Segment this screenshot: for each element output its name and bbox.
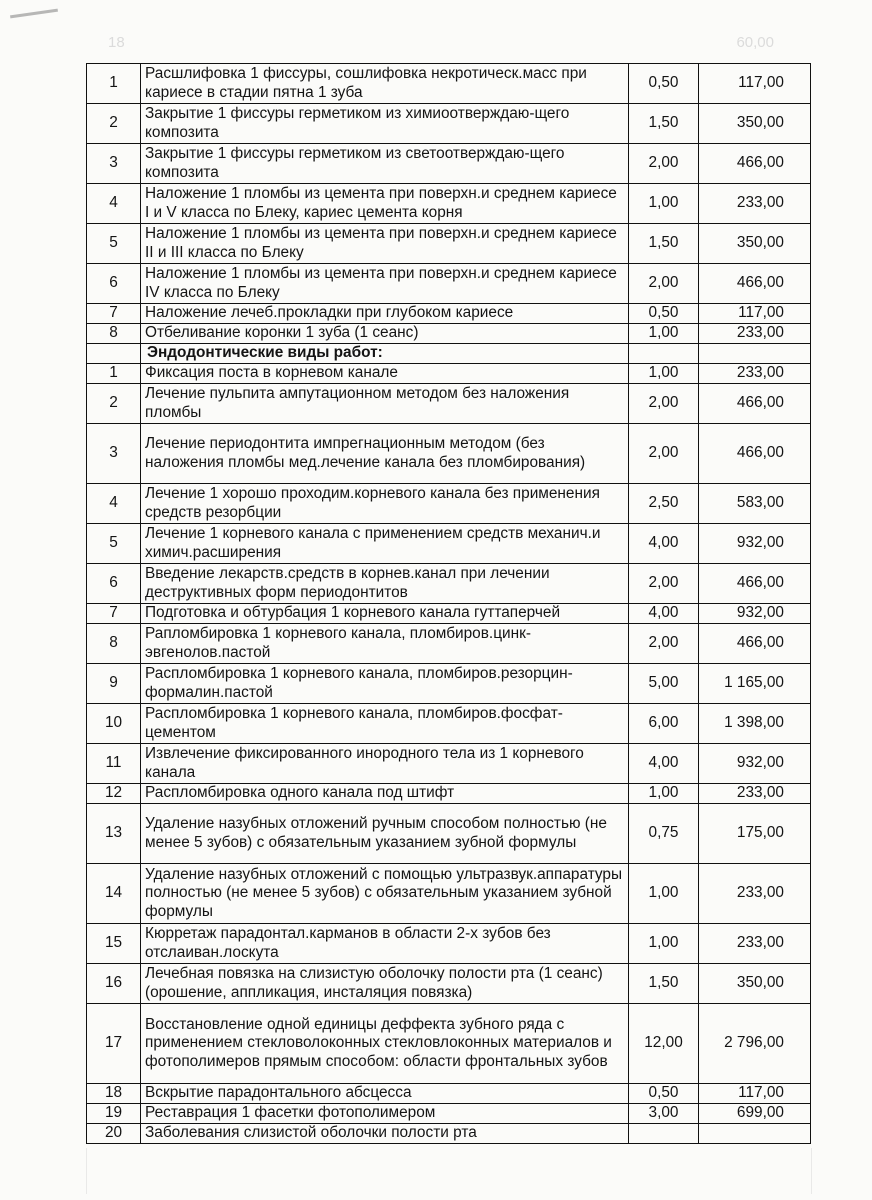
service-description-cell: Эндодонтические виды работ: <box>141 344 629 364</box>
table-row <box>87 784 811 804</box>
service-description-cell: Рапломбировка 1 корневого канала, пломбиров.цинк-эвгенолов.пастой <box>141 624 629 664</box>
service-description-cell: Лечение 1 хорошо проходим.корневого канала без применения средств резорбции <box>141 484 629 524</box>
price-cell: 466,00 <box>699 564 811 604</box>
table-row <box>87 144 811 184</box>
table-row <box>87 564 811 604</box>
row-number-cell: 6 <box>87 564 141 604</box>
price-cell: 350,00 <box>699 964 811 1004</box>
coefficient-cell: 0,50 <box>629 64 699 104</box>
row-number-cell: 18 <box>87 1084 141 1104</box>
row-number-cell: 9 <box>87 664 141 704</box>
coefficient-cell: 3,00 <box>629 1104 699 1124</box>
service-description-cell: Наложение лечеб.прокладки при глубоком кариесе <box>141 304 629 324</box>
row-number-cell: 19 <box>87 1104 141 1124</box>
table-row <box>87 224 811 264</box>
table-row <box>87 704 811 744</box>
coefficient-cell: 1,50 <box>629 104 699 144</box>
table-row <box>87 484 811 524</box>
coefficient-cell: 2,00 <box>629 144 699 184</box>
table-row <box>87 384 811 424</box>
row-number-cell: 4 <box>87 484 141 524</box>
price-cell: 699,00 <box>699 1104 811 1124</box>
service-description-cell: Удаление назубных отложений с помощью ультразвук.аппаратуры полностью (не менее 5 зубов) с обязательным указанием зубной формулы <box>141 864 629 924</box>
service-description-cell: Заболевания слизистой оболочки полости рта <box>141 1124 629 1144</box>
service-description-cell: Лечение периодонтита импрегнационным методом (без наложения пломбы мед.лечение канала без пломбирования) <box>141 424 629 484</box>
price-cell: 350,00 <box>699 104 811 144</box>
service-description-cell: Лечение пульпита ампутационном методом без наложения пломбы <box>141 384 629 424</box>
row-number-cell <box>87 344 141 364</box>
coefficient-cell: 1,00 <box>629 924 699 964</box>
row-number-cell: 11 <box>87 744 141 784</box>
price-cell: 175,00 <box>699 804 811 864</box>
table-row <box>87 304 811 324</box>
table-row <box>87 744 811 784</box>
price-cell: 932,00 <box>699 744 811 784</box>
row-number-cell: 2 <box>87 104 141 144</box>
table-row <box>87 924 811 964</box>
row-number-cell: 20 <box>87 1124 141 1144</box>
service-description-cell: Лечение 1 корневого канала с применением средств механич.и химич.расширения <box>141 524 629 564</box>
row-number-cell: 5 <box>87 524 141 564</box>
coefficient-cell: 1,50 <box>629 224 699 264</box>
service-description-cell: Расшлифовка 1 фиссуры, сошлифовка некротическ.масс при кариесе в стадии пятна 1 зуба <box>141 64 629 104</box>
table-row <box>87 1084 811 1104</box>
bleed-through-row <box>86 28 810 60</box>
row-number-cell: 14 <box>87 864 141 924</box>
service-description-cell: Реставрация 1 фасетки фотополимером <box>141 1104 629 1124</box>
bleed-through-price: 60,00 <box>736 34 774 51</box>
table-row <box>87 1124 811 1144</box>
table-row <box>87 624 811 664</box>
coefficient-cell: 1,00 <box>629 784 699 804</box>
table-row <box>87 324 811 344</box>
coefficient-cell: 0,75 <box>629 804 699 864</box>
bleed-through-num: 18 <box>108 34 125 51</box>
coefficient-cell: 1,00 <box>629 864 699 924</box>
table-row <box>87 964 811 1004</box>
price-cell: 1 165,00 <box>699 664 811 704</box>
coefficient-cell: 5,00 <box>629 664 699 704</box>
price-cell: 350,00 <box>699 224 811 264</box>
service-description-cell: Закрытие 1 фиссуры герметиком из химиоотверждаю-щего композита <box>141 104 629 144</box>
coefficient-cell <box>629 1124 699 1144</box>
row-number-cell: 4 <box>87 184 141 224</box>
service-description-cell: Наложение 1 пломбы из цемента при поверхн.и среднем кариесе IV класса по Блеку <box>141 264 629 304</box>
row-number-cell: 7 <box>87 304 141 324</box>
service-description-cell: Лечебная повязка на слизистую оболочку полости рта (1 сеанс) (орошение, аппликация, инсталяция повязка) <box>141 964 629 1004</box>
coefficient-cell: 1,50 <box>629 964 699 1004</box>
table-row <box>87 64 811 104</box>
service-description-cell: Удаление назубных отложений ручным способом полностью (не менее 5 зубов) с обязательным указанием зубной формулы <box>141 804 629 864</box>
service-description-cell: Наложение 1 пломбы из цемента при поверхн.и среднем кариесе I и V класса по Блеку, кариес цемента корня <box>141 184 629 224</box>
coefficient-cell: 6,00 <box>629 704 699 744</box>
table-row <box>87 524 811 564</box>
scan-mark <box>10 9 58 19</box>
price-cell: 233,00 <box>699 864 811 924</box>
coefficient-cell: 2,00 <box>629 384 699 424</box>
price-cell: 466,00 <box>699 424 811 484</box>
price-cell: 233,00 <box>699 784 811 804</box>
price-cell: 117,00 <box>699 1084 811 1104</box>
service-description-cell: Распломбировка 1 корневого канала, пломбиров.резорцин-формалин.пастой <box>141 664 629 704</box>
row-number-cell: 7 <box>87 604 141 624</box>
table-row <box>87 1004 811 1084</box>
table-row <box>87 1104 811 1124</box>
coefficient-cell: 1,00 <box>629 184 699 224</box>
page-bottom-margin <box>86 1148 812 1194</box>
price-cell: 583,00 <box>699 484 811 524</box>
service-description-cell: Фиксация поста в корневом канале <box>141 364 629 384</box>
table-row <box>87 604 811 624</box>
row-number-cell: 8 <box>87 624 141 664</box>
row-number-cell: 16 <box>87 964 141 1004</box>
row-number-cell: 3 <box>87 424 141 484</box>
coefficient-cell: 2,50 <box>629 484 699 524</box>
price-cell: 932,00 <box>699 604 811 624</box>
service-description-cell: Введение лекарств.средств в корнев.канал при лечении деструктивных форм периодонтитов <box>141 564 629 604</box>
table-row <box>87 664 811 704</box>
coefficient-cell: 2,00 <box>629 624 699 664</box>
price-cell <box>699 344 811 364</box>
coefficient-cell: 12,00 <box>629 1004 699 1084</box>
price-cell: 2 796,00 <box>699 1004 811 1084</box>
price-table <box>86 63 811 1144</box>
service-description-cell: Распломбировка одного канала под штифт <box>141 784 629 804</box>
row-number-cell: 12 <box>87 784 141 804</box>
row-number-cell: 2 <box>87 384 141 424</box>
table-row <box>87 364 811 384</box>
price-cell: 466,00 <box>699 624 811 664</box>
price-cell: 466,00 <box>699 384 811 424</box>
price-cell <box>699 1124 811 1144</box>
price-cell: 233,00 <box>699 924 811 964</box>
table-row <box>87 804 811 864</box>
section-header-row <box>87 344 811 364</box>
coefficient-cell: 0,50 <box>629 304 699 324</box>
coefficient-cell: 0,50 <box>629 1084 699 1104</box>
service-description-cell: Восстановление одной единицы деффекта зубного ряда с применением стекловолоконных стекловлоконных материалов и фотополимеров прямым способом: области фронтальных зубов <box>141 1004 629 1084</box>
table-row <box>87 264 811 304</box>
price-cell: 117,00 <box>699 304 811 324</box>
row-number-cell: 17 <box>87 1004 141 1084</box>
row-number-cell: 1 <box>87 364 141 384</box>
price-cell: 117,00 <box>699 64 811 104</box>
price-cell: 233,00 <box>699 184 811 224</box>
service-description-cell: Распломбировка 1 корневого канала, пломбиров.фосфат-цементом <box>141 704 629 744</box>
table-row <box>87 104 811 144</box>
coefficient-cell: 2,00 <box>629 264 699 304</box>
service-description-cell: Вскрытие парадонтального абсцесса <box>141 1084 629 1104</box>
coefficient-cell: 4,00 <box>629 524 699 564</box>
service-description-cell: Кюрретаж парадонтал.карманов в области 2-х зубов без отслаиван.лоскута <box>141 924 629 964</box>
row-number-cell: 3 <box>87 144 141 184</box>
price-cell: 932,00 <box>699 524 811 564</box>
price-cell: 466,00 <box>699 264 811 304</box>
service-description-cell: Наложение 1 пломбы из цемента при поверхн.и среднем кариесе II и III класса по Блеку <box>141 224 629 264</box>
service-description-cell: Отбеливание коронки 1 зуба (1 сеанс) <box>141 324 629 344</box>
service-description-cell: Извлечение фиксированного инородного тела из 1 корневого канала <box>141 744 629 784</box>
price-table-body <box>87 64 811 1144</box>
row-number-cell: 8 <box>87 324 141 344</box>
price-cell: 233,00 <box>699 364 811 384</box>
row-number-cell: 6 <box>87 264 141 304</box>
row-number-cell: 10 <box>87 704 141 744</box>
row-number-cell: 13 <box>87 804 141 864</box>
row-number-cell: 15 <box>87 924 141 964</box>
coefficient-cell: 2,00 <box>629 564 699 604</box>
coefficient-cell: 1,00 <box>629 364 699 384</box>
coefficient-cell: 4,00 <box>629 744 699 784</box>
price-cell: 1 398,00 <box>699 704 811 744</box>
service-description-cell: Закрытие 1 фиссуры герметиком из светоотверждаю-щего композита <box>141 144 629 184</box>
price-cell: 233,00 <box>699 324 811 344</box>
table-row <box>87 424 811 484</box>
row-number-cell: 1 <box>87 64 141 104</box>
coefficient-cell: 1,00 <box>629 324 699 344</box>
coefficient-cell: 4,00 <box>629 604 699 624</box>
price-cell: 466,00 <box>699 144 811 184</box>
table-row <box>87 864 811 924</box>
service-description-cell: Подготовка и обтурбация 1 корневого канала гуттаперчей <box>141 604 629 624</box>
table-row <box>87 184 811 224</box>
row-number-cell: 5 <box>87 224 141 264</box>
coefficient-cell: 2,00 <box>629 424 699 484</box>
coefficient-cell <box>629 344 699 364</box>
